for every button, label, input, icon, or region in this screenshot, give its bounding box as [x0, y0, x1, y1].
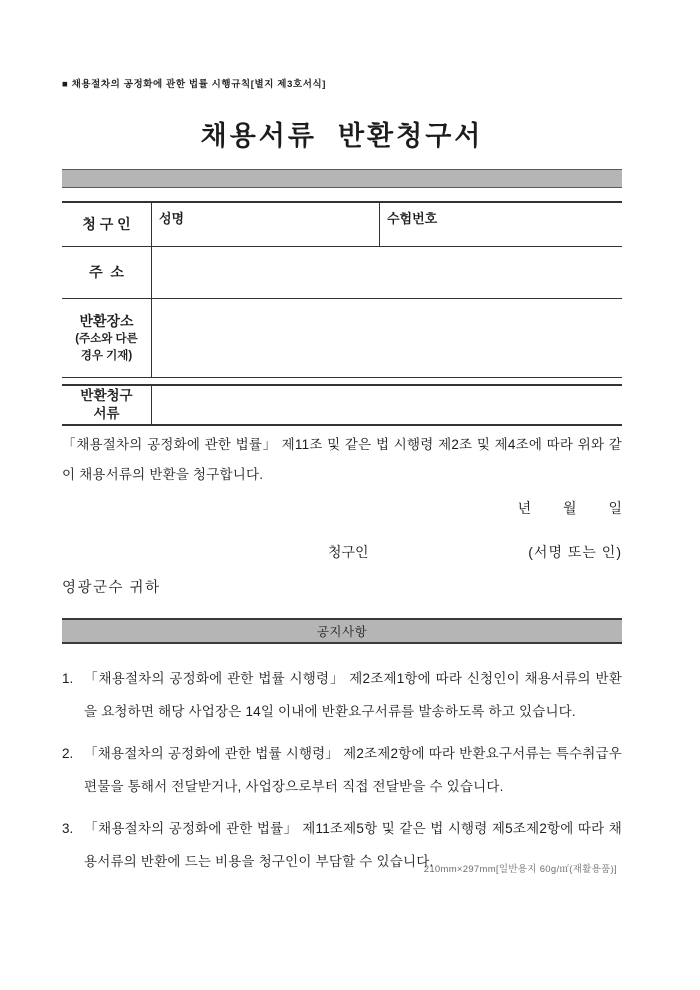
name-field-cell[interactable]: [152, 203, 380, 247]
notice-item-text: 「채용절차의 공정화에 관한 법률 시행령」 제2조제1항에 따라 신청인이 채용서류의 반환을 요청하면 해당 사업장은 14일 이내에 반환요구서류를 발송하도록 하고 있습니다.: [84, 671, 622, 719]
paper-spec-footer: 210mm×297mm[일반용지 60g/㎡(재활용품)]: [423, 864, 617, 875]
addressee: 영광군수 귀하: [62, 580, 161, 596]
claimant-label: 청 구 인: [62, 203, 152, 247]
regulation-note: ■ 채용절차의 공정화에 관한 법률 시행규칙[별지 제3호서식]: [62, 79, 327, 90]
return-place-label-text: 반환장소: [79, 312, 134, 329]
return-place-note-line2: 경우 기재): [80, 349, 133, 362]
declaration-text: 「채용절차의 공정화에 관한 법률」 제11조 및 같은 법 시행령 제2조 및 제4조에 따라 위와 같이 채용서류의 반환을 청구합니다.: [62, 437, 622, 482]
notice-item: [62, 737, 622, 803]
notice-item: [62, 662, 622, 728]
notice-item-number: 1.: [62, 671, 74, 686]
applicant-table: [62, 201, 622, 378]
notice-item-number: 3.: [62, 821, 74, 836]
notice-item-text: 「채용절차의 공정화에 관한 법률」 제11조제5항 및 같은 법 시행령 제5조제2항에 따라 채용서류의 반환에 드는 비용을 청구인이 부담할 수 있습니다.: [84, 821, 622, 869]
requested-docs-field-cell[interactable]: [152, 386, 622, 424]
signature-line: [62, 542, 622, 562]
notice-list: [62, 662, 622, 878]
exam-number-label: 수험번호: [387, 211, 438, 226]
date-line[interactable]: [62, 498, 622, 518]
year-label: 년: [517, 500, 532, 516]
day-label: 일: [608, 500, 622, 516]
exam-number-field-cell[interactable]: [380, 203, 622, 247]
notice-header-label: 공지사항: [316, 625, 368, 639]
signature-seal-note[interactable]: (서명 또는 인): [528, 544, 622, 560]
notice-header-bar: [62, 618, 622, 644]
return-place-field-cell[interactable]: [152, 299, 622, 377]
requested-docs-label-line2: 서류: [93, 406, 120, 421]
title-divider-bar: [62, 169, 622, 188]
signature-claimant-label: 청구인: [328, 544, 369, 560]
name-label: 성명: [159, 211, 185, 226]
page-title: 채용서류 반환청구서: [200, 121, 484, 151]
month-label: 월: [563, 500, 577, 516]
address-label: 주 소: [62, 247, 152, 299]
requested-docs-table: [62, 384, 622, 426]
return-place-note-line1: (주소와 다른: [75, 333, 138, 346]
requested-docs-label: [62, 386, 152, 424]
return-place-label: [62, 299, 152, 377]
notice-item-text: 「채용절차의 공정화에 관한 법률 시행령」 제2조제2항에 따라 반환요구서류는 특수취급우편물을 통해서 전달받거나, 사업장으로부터 직접 전달받을 수 있습니다.: [84, 746, 622, 794]
requested-docs-label-line1: 반환청구: [80, 388, 133, 404]
address-field-cell[interactable]: [152, 247, 622, 299]
notice-item-number: 2.: [62, 746, 74, 761]
